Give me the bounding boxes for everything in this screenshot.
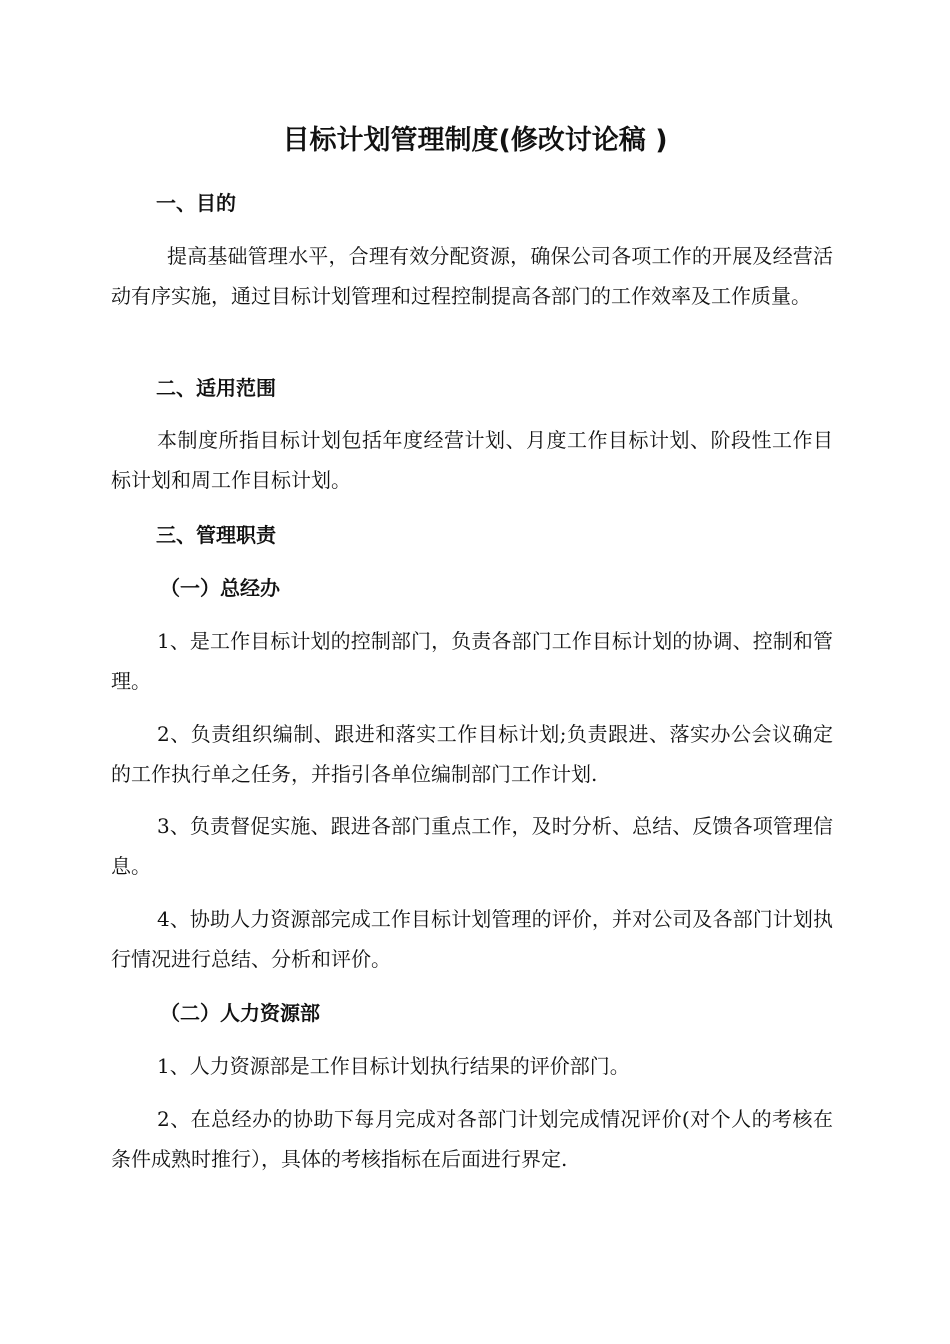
section-body-purpose: 提高基础管理水平，合理有效分配资源，确保公司各项工作的开展及经营活动有序实施，通过目标计划管理和过程控制提高各部门的工作效率及工作质量。 <box>111 244 833 308</box>
list-item: 2、在总经办的协助下每月完成对各部门计划完成情况评价(对个人的考核在条件成熟时推行），具体的考核指标在后面进行界定. <box>111 1107 833 1171</box>
list-item: 3、负责督促实施、跟进各部门重点工作，及时分析、总结、反馈各项管理信息。 <box>111 814 833 878</box>
list-item: 2、负责组织编制、跟进和落实工作目标计划;负责跟进、落实办公会议确定的工作执行单之任务，并指引各单位编制部门工作计划. <box>111 722 833 786</box>
list-item: 1、人力资源部是工作目标计划执行结果的评价部门。 <box>157 1054 630 1078</box>
section-heading-responsibilities: 三、管理职责 <box>156 523 276 547</box>
subsection-heading-general-office: （一）总经办 <box>160 576 280 600</box>
document-title: 目标计划管理制度(修改讨论稿 ) <box>282 125 668 156</box>
section-body-scope: 本制度所指目标计划包括年度经营计划、月度工作目标计划、阶段性工作目标计划和周工作目标计划。 <box>111 428 833 492</box>
subsection-heading-hr: （二）人力资源部 <box>160 1001 320 1025</box>
section-heading-purpose: 一、目的 <box>156 191 236 215</box>
section-heading-scope: 二、适用范围 <box>156 376 276 400</box>
list-item: 1、是工作目标计划的控制部门，负责各部门工作目标计划的协调、控制和管理。 <box>111 629 833 693</box>
list-item: 4、协助人力资源部完成工作目标计划管理的评价，并对公司及各部门计划执行情况进行总结、分析和评价。 <box>111 907 833 971</box>
